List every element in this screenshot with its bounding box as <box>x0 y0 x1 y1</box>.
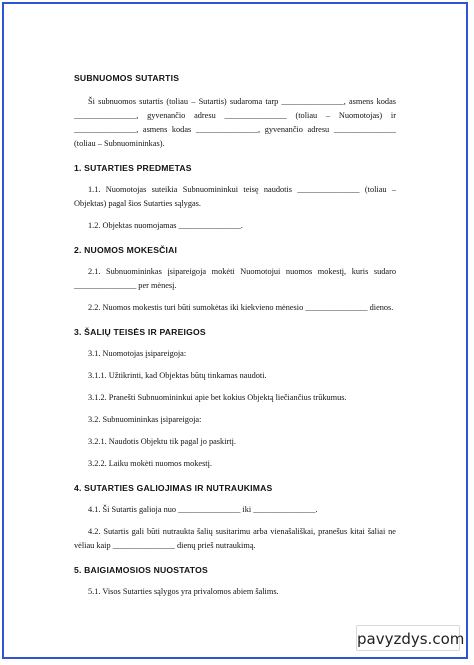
section-heading: 5. BAIGIAMOSIOS NUOSTATOS <box>74 565 208 575</box>
paragraph: 5.1. Visos Sutarties sąlygos yra privalomos abiem šalims. <box>88 587 279 596</box>
document-page <box>2 2 468 659</box>
paragraph: 2.1. Subnuomininkas įsipareigoja mokėti Nuomotojui nuomos mokestį, kuris sudaro _______________ per mėnesį. <box>74 267 396 290</box>
paragraph: 2.2. Nuomos mokestis turi būti sumokėtas iki kiekvieno mėnesio _______________ dienos. <box>88 303 394 312</box>
paragraph: 3.2.2. Laiku mokėti nuomos mokestį. <box>88 459 212 468</box>
document-title: SUBNUOMOS SUTARTIS <box>74 73 180 83</box>
intro-paragraph: Ši subnuomos sutartis (toliau – Sutartis) sudaroma tarp _______________, asmens kodas _______________, gyvenančio adresu _______________ (toliau – Nuomotojas) ir _______________, asmens kodas _______________, gyvenančio adresu _______________ (toliau – Subnuomininkas). <box>74 97 396 148</box>
paragraph: 4.1. Ši Sutartis galioja nuo _______________ iki _______________. <box>88 505 318 514</box>
watermark-badge: pavyzdys.com <box>356 625 460 651</box>
paragraph: 1.2. Objektas nuomojamas _______________. <box>88 221 243 230</box>
paragraph: 3.1. Nuomotojas įsipareigoja: <box>88 349 187 358</box>
paragraph: 4.2. Sutartis gali būti nutraukta šalių susitarimu arba vienašališkai, pranešus kitai šaliai ne vėliau kaip _______________ dienų prieš nutraukimą. <box>74 527 396 550</box>
paragraph: 3.2.1. Naudotis Objektu tik pagal jo paskirtį. <box>88 437 236 446</box>
section-heading: 1. SUTARTIES PREDMETAS <box>74 163 192 173</box>
section-heading: 2. NUOMOS MOKESČIAI <box>74 245 178 255</box>
paragraph: 3.2. Subnuomininkas įsipareigoja: <box>88 415 202 424</box>
paragraph: 1.1. Nuomotojas suteikia Subnuomininkui teisę naudotis _______________ (toliau – Objektas) pagal šios Sutarties sąlygas. <box>74 185 396 208</box>
paragraph: 3.1.1. Užtikrinti, kad Objektas būtų tinkamas naudoti. <box>88 371 267 380</box>
document-body <box>74 71 396 607</box>
section-heading: 4. SUTARTIES GALIOJIMAS IR NUTRAUKIMAS <box>74 483 273 493</box>
section-heading: 3. ŠALIŲ TEISĖS IR PAREIGOS <box>74 327 206 337</box>
paragraph: 3.1.2. Pranešti Subnuomininkui apie bet kokius Objektą liečiančius trūkumus. <box>88 393 347 402</box>
